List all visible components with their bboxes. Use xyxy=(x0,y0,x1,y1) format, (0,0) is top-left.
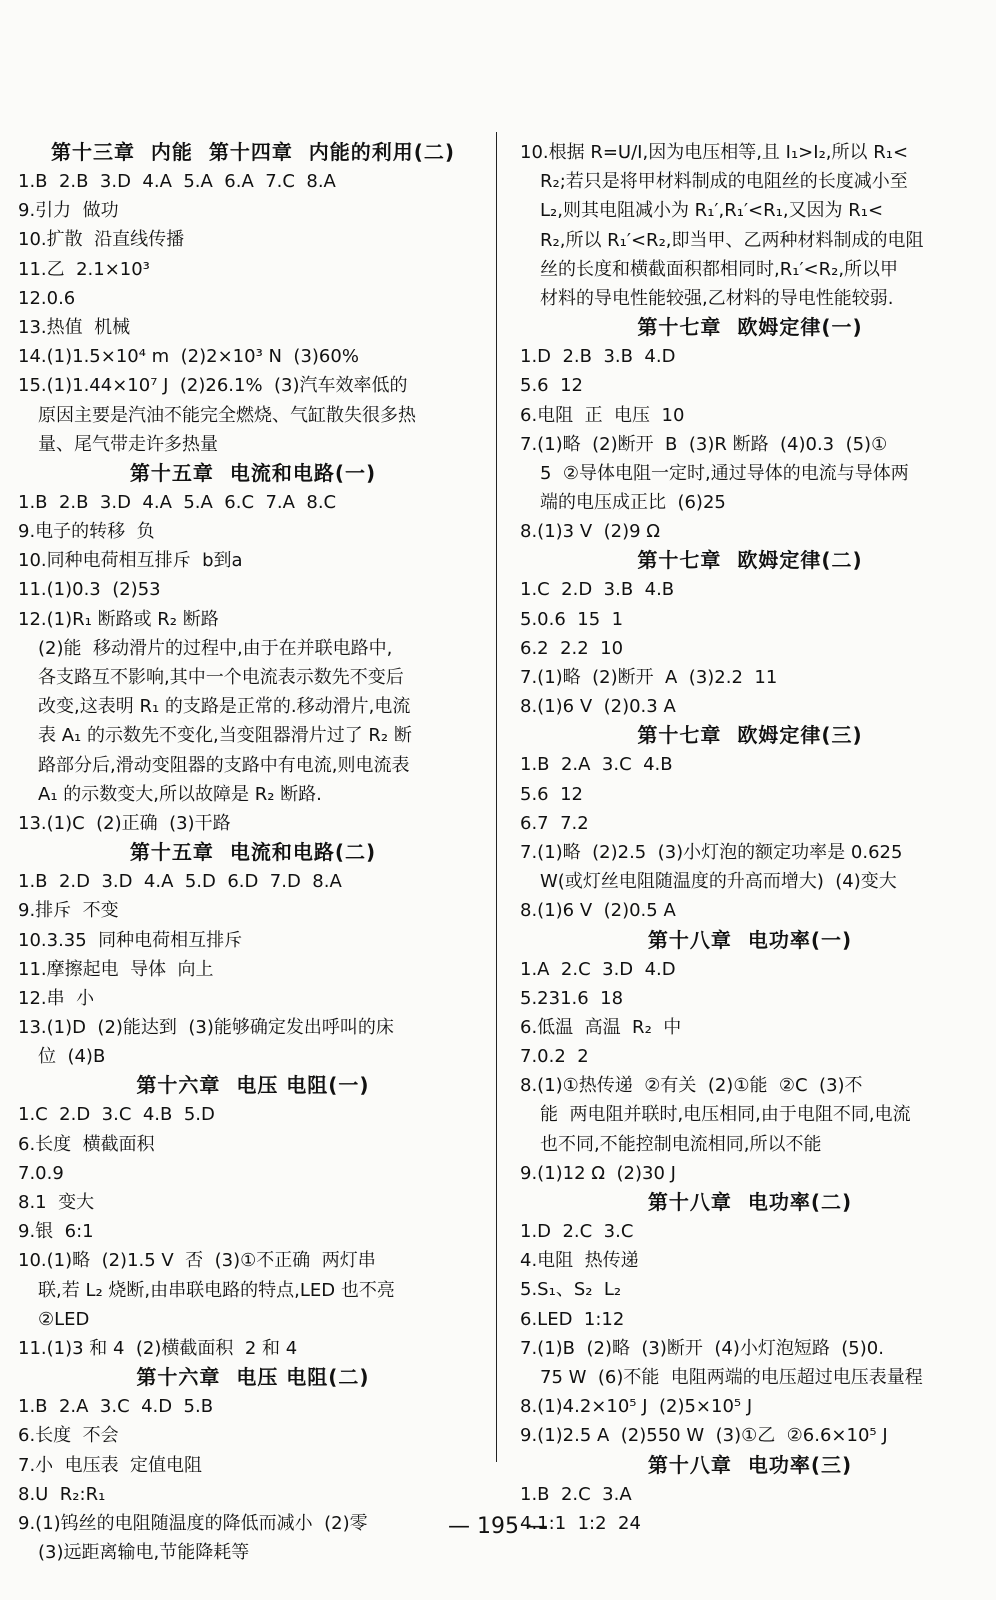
section-heading: 第十八章 电功率(二) xyxy=(647,1190,853,1214)
answer-line: 6.电阻 正 电压 10 xyxy=(520,404,685,426)
answer-line: 端的电压成正比 (6)25 xyxy=(540,492,726,514)
answer-line: 1.D 2.C 3.C xyxy=(520,1221,634,1242)
answer-line: 8.(1)6 V (2)0.3 A xyxy=(520,696,676,718)
answer-line: 1.B 2.A 3.C 4.B xyxy=(520,754,673,776)
answer-line: 5.6 12 xyxy=(520,783,583,805)
answer-line: 9.(1)2.5 A (2)550 W (3)①乙 ②6.6×10⁵ J xyxy=(520,1425,888,1447)
answer-line: A₁ 的示数变大,所以故障是 R₂ 断路. xyxy=(38,783,322,805)
answer-line: 9.电子的转移 负 xyxy=(18,521,155,543)
answer-line: 路部分后,滑动变阻器的支路中有电流,则电流表 xyxy=(38,754,410,776)
answer-line: 8.(1)4.2×10⁵ J (2)5×10⁵ J xyxy=(520,1396,753,1418)
answer-line: 7.(1)略 (2)断开 A (3)2.2 11 xyxy=(520,667,778,688)
answer-line: 4.1:1 1:2 24 xyxy=(520,1512,641,1534)
answer-line: 7.0.2 2 xyxy=(520,1046,589,1068)
answer-line: 5.6 12 xyxy=(520,375,583,397)
answer-line: ②LED xyxy=(38,1308,90,1330)
answer-line: 10.3.35 同种电荷相互排斥 xyxy=(18,929,243,951)
left-answer-column xyxy=(18,138,488,1567)
section-heading: 第十三章 内能 第十四章 内能的利用(二) xyxy=(50,140,456,164)
answer-line: R₂,所以 R₁′<R₂,即当甲、乙两种材料制成的电阻 xyxy=(540,229,924,251)
answer-line: 9.(1)钨丝的电阻随温度的降低而减小 (2)零 xyxy=(18,1512,368,1534)
answer-line: 5 ②导体电阻一定时,通过导体的电流与导体两 xyxy=(540,462,909,484)
answer-line: 15.(1)1.44×10⁷ J (2)26.1% (3)汽车效率低的 xyxy=(18,375,408,397)
answer-line: 8.U R₂:R₁ xyxy=(18,1483,106,1505)
answer-line: (2)能 移动滑片的过程中,由于在并联电路中, xyxy=(38,637,393,659)
answer-line: 13.热值 机械 xyxy=(18,316,131,338)
answer-line: 1.B 2.B 3.D 4.A 5.A 6.C 7.A 8.C xyxy=(18,491,337,513)
section-heading: 第十八章 电功率(三) xyxy=(647,1452,853,1477)
answer-line: 改变,这表明 R₁ 的支路是正常的.移动滑片,电流 xyxy=(38,696,411,718)
answer-line: 75 W (6)不能 电阻两端的电压超过电压表量程 xyxy=(540,1366,923,1388)
section-heading: 第十八章 电功率(一) xyxy=(647,927,853,952)
answer-line: 10.同种电荷相互排斥 b到a xyxy=(18,550,243,572)
answer-line: 4.电阻 热传递 xyxy=(520,1250,639,1272)
section-heading: 第十七章 欧姆定律(二) xyxy=(637,548,863,573)
answer-line: 7.0.9 xyxy=(18,1162,64,1184)
answer-line: 表 A₁ 的示数先不变化,当变阻器滑片过了 R₂ 断 xyxy=(38,725,412,747)
answer-line: 5.0.6 15 1 xyxy=(520,608,624,630)
answer-line: 8.(1)6 V (2)0.5 A xyxy=(520,900,676,922)
answer-line: (3)远距离输电,节能降耗等 xyxy=(38,1542,250,1564)
answer-line: 8.(1)3 V (2)9 Ω xyxy=(520,521,661,543)
answer-line: 材料的导电性能较强,乙材料的导电性能较弱. xyxy=(540,287,894,309)
answer-line: 1.C 2.D 3.B 4.B xyxy=(520,579,675,601)
column-divider xyxy=(496,132,497,1462)
answer-line: 9.(1)12 Ω (2)30 J xyxy=(520,1162,676,1184)
answer-line: 1.B 2.B 3.D 4.A 5.A 6.A 7.C 8.A xyxy=(18,171,336,192)
answer-line: 10.(1)略 (2)1.5 V 否 (3)①不正确 两灯串 xyxy=(18,1250,376,1272)
answer-line: 13.(1)C (2)正确 (3)干路 xyxy=(18,812,231,834)
answer-line: 7.小 电压表 定值电阻 xyxy=(18,1454,203,1476)
answer-line: 11.(1)0.3 (2)53 xyxy=(18,579,161,601)
answer-line: 12.串 小 xyxy=(18,987,95,1009)
answer-line: 6.低温 高温 R₂ 中 xyxy=(520,1016,682,1038)
answer-line: 9.排斥 不变 xyxy=(18,900,119,922)
section-heading: 第十七章 欧姆定律(三) xyxy=(637,723,863,748)
answer-line: 1.B 2.A 3.C 4.D 5.B xyxy=(18,1396,214,1418)
answer-line: L₂,则其电阻减小为 R₁′,R₁′<R₁,又因为 R₁< xyxy=(540,200,884,222)
answer-line: 1.D 2.B 3.B 4.D xyxy=(520,346,676,368)
answer-line: 6.长度 不会 xyxy=(18,1425,119,1447)
answer-line: 12.(1)R₁ 断路或 R₂ 断路 xyxy=(18,608,219,630)
section-heading: 第十六章 电压 电阻(一) xyxy=(136,1073,370,1098)
answer-line: 6.7 7.2 xyxy=(520,812,589,834)
answer-line: 14.(1)1.5×10⁴ m (2)2×10³ N (3)60% xyxy=(18,346,359,368)
section-heading: 第十七章 欧姆定律(一) xyxy=(637,315,863,340)
answer-line: 6.长度 横截面积 xyxy=(18,1133,155,1155)
section-heading: 第十六章 电压 电阻(二) xyxy=(136,1365,370,1390)
answer-line: 10.根据 R=U/I,因为电压相等,且 I₁>I₂,所以 R₁< xyxy=(520,142,909,163)
answer-line: 7.(1)略 (2)2.5 (3)小灯泡的额定功率是 0.625 xyxy=(520,841,903,863)
answer-line: 联,若 L₂ 烧断,由串联电路的特点,LED 也不亮 xyxy=(38,1279,395,1301)
answer-line: 1.B 2.C 3.A xyxy=(520,1483,632,1505)
answer-line: W(或灯丝电阻随温度的升高而增大) (4)变大 xyxy=(540,871,897,893)
answer-line: 5.S₁、S₂ L₂ xyxy=(520,1279,622,1301)
answer-line: 位 (4)B xyxy=(38,1046,106,1068)
answer-line: 11.(1)3 和 4 (2)横截面积 2 和 4 xyxy=(18,1337,298,1359)
answer-line: 1.C 2.D 3.C 4.B 5.D xyxy=(18,1104,215,1126)
answer-line: 丝的长度和横截面积都相同时,R₁′<R₂,所以甲 xyxy=(540,258,899,280)
page-number: — 195 — xyxy=(448,1514,548,1539)
answer-line: 11.摩擦起电 导体 向上 xyxy=(18,958,214,980)
section-heading: 第十五章 电流和电路(一) xyxy=(129,460,377,485)
answer-line: 13.(1)D (2)能达到 (3)能够确定发出呼叫的床 xyxy=(18,1017,394,1039)
answer-line: 1.A 2.C 3.D 4.D xyxy=(520,958,676,980)
answer-line: 1.B 2.D 3.D 4.A 5.D 6.D 7.D 8.A xyxy=(18,871,342,893)
answer-line: 6.LED 1:12 xyxy=(520,1308,625,1330)
answer-line: 量、尾气带走许多热量 xyxy=(38,433,218,455)
answer-line: 8.(1)①热传递 ②有关 (2)①能 ②C (3)不 xyxy=(520,1075,863,1097)
answer-line: 7.(1)略 (2)断开 B (3)R 断路 (4)0.3 (5)① xyxy=(520,433,888,455)
answer-line: 原因主要是汽油不能完全燃烧、气缸散失很多热 xyxy=(38,404,416,426)
section-heading: 第十五章 电流和电路(二) xyxy=(129,840,377,865)
answer-line: R₂;若只是将甲材料制成的电阻丝的长度减小至 xyxy=(540,171,908,193)
answer-line: 也不同,不能控制电流相同,所以不能 xyxy=(540,1133,822,1155)
answer-line: 各支路互不影响,其中一个电流表示数先不变后 xyxy=(38,667,404,688)
answer-line: 8.1 变大 xyxy=(18,1192,95,1213)
answer-line: 9.银 6:1 xyxy=(18,1221,94,1243)
answer-line: 12.0.6 xyxy=(18,287,76,309)
answer-line: 能 两电阻并联时,电压相同,由于电阻不同,电流 xyxy=(540,1104,911,1126)
answer-line: 9.引力 做功 xyxy=(18,200,119,222)
answer-line: 7.(1)B (2)略 (3)断开 (4)小灯泡短路 (5)0. xyxy=(520,1337,884,1359)
answer-line: 11.乙 2.1×10³ xyxy=(18,258,150,280)
answer-line: 5.231.6 18 xyxy=(520,987,624,1009)
answer-line: 6.2 2.2 10 xyxy=(520,637,624,659)
right-answer-column xyxy=(520,138,980,1538)
answer-line: 10.扩散 沿直线传播 xyxy=(18,229,185,251)
